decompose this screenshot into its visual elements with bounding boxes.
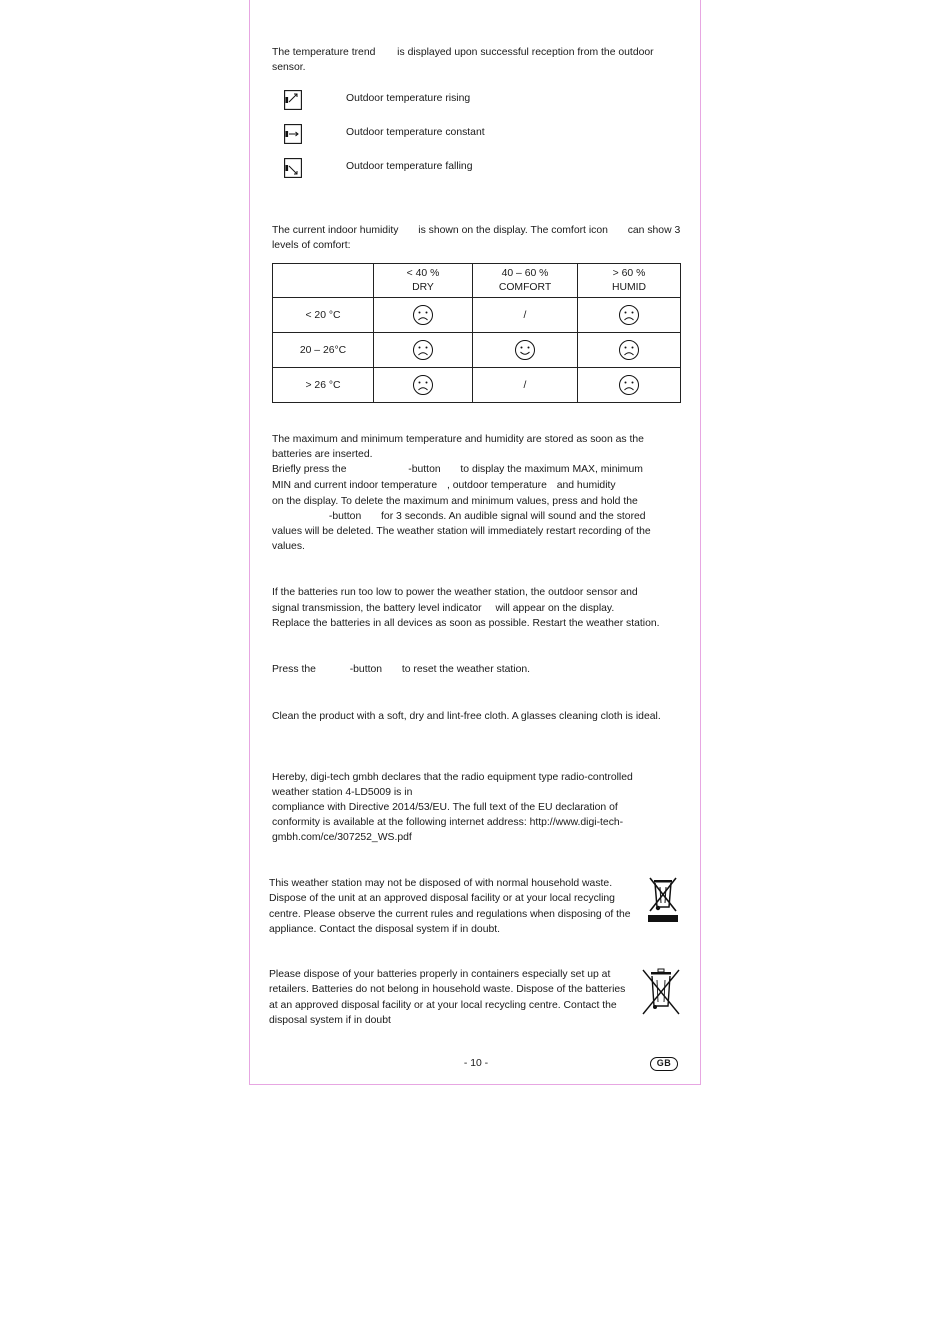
weee-crossed-bin-icon (648, 877, 678, 923)
language-badge: GB (650, 1057, 678, 1071)
column-level: COMFORT (498, 281, 552, 293)
trend-rising-icon (284, 90, 302, 110)
column-range: < 40 % (406, 267, 440, 279)
trend-intro-text-a: The temperature trend (272, 47, 376, 58)
humidity-intro-text-c: can show 3 levels of comfort: (272, 225, 681, 252)
column-header-humid (578, 264, 681, 298)
memory-line-2 (272, 462, 682, 477)
sad-face-icon (618, 304, 640, 326)
trend-item-falling (284, 158, 544, 180)
declaration-line-2: weather station 4-LD5009 is in (272, 787, 413, 798)
column-level: HUMID (611, 281, 647, 293)
memory-text: to display the maximum MAX, minimum (460, 464, 643, 475)
comfort-cell (578, 333, 681, 368)
trend-item-label: Outdoor temperature constant (346, 127, 485, 138)
column-range: 40 – 60 % (501, 267, 549, 279)
column-range: > 60 % (612, 267, 646, 279)
sad-face-icon (618, 339, 640, 361)
memory-line-3 (272, 478, 682, 493)
battery-text: signal transmission, the battery level indicator (272, 603, 482, 614)
memory-text: -button (408, 464, 441, 475)
memory-paragraph-1: The maximum and minimum temperature and humidity are stored as soon as the batteries are inserted. (272, 434, 644, 461)
comfort-table (272, 263, 681, 403)
memory-text: Briefly press the (272, 464, 347, 475)
memory-text: MIN and current indoor temperature (272, 480, 438, 491)
battery-text: will appear on the display. (495, 603, 615, 614)
memory-text: , outdoor temperature (446, 480, 547, 491)
comfort-table-corner (273, 264, 374, 298)
reset-text: to reset the weather station. (401, 664, 531, 675)
memory-line-5 (272, 509, 682, 524)
reset-text: -button (349, 664, 383, 675)
comfort-table-header (273, 264, 681, 298)
memory-text: -button (328, 511, 362, 522)
disposal-paragraph: This weather station may not be disposed of with normal household waste. Dispose of the unit at an approved disposal facility or at your local recycling centre. Please observe the current rules and regulations when disposing of the appliance. Contact the disposal system if in doubt. (269, 878, 631, 935)
row-label: < 20 °C (273, 298, 374, 333)
comfort-cell (374, 333, 473, 368)
memory-line-4: on the display. To delete the maximum and minimum values, press and hold the (272, 496, 638, 507)
sad-face-icon (412, 304, 434, 326)
trend-item-constant (284, 124, 544, 146)
table-row (273, 368, 681, 403)
column-header-dry (374, 264, 473, 298)
trend-item-label: Outdoor temperature rising (346, 93, 471, 104)
sad-face-icon (412, 374, 434, 396)
memory-text: for 3 seconds. An audible signal will sound and the stored (381, 511, 646, 522)
humidity-intro-text-a: The current indoor humidity (272, 225, 399, 236)
trend-falling-icon (284, 158, 302, 178)
happy-face-icon (514, 339, 536, 361)
memory-line-6: values will be deleted. The weather station will immediately restart recording of the values. (272, 526, 651, 553)
humidity-intro-text-b: is shown on the display. The comfort icon (418, 225, 608, 236)
comfort-cell (473, 333, 578, 368)
sad-face-icon (412, 339, 434, 361)
trend-intro-text-b: is displayed upon successful reception from the outdoor sensor. (272, 47, 654, 74)
humidity-intro (272, 223, 682, 254)
comfort-cell (374, 368, 473, 403)
row-label: > 26 °C (273, 368, 374, 403)
comfort-cell (578, 368, 681, 403)
comfort-cell (374, 298, 473, 333)
cleaning-paragraph: Clean the product with a soft, dry and lint-free cloth. A glasses cleaning cloth is ideal. (272, 711, 661, 722)
declaration-line-4: conformity is available at the following internet address: http://www.digi-tech- (272, 817, 624, 828)
table-row (273, 298, 681, 333)
battery-line-2 (272, 601, 682, 616)
trend-constant-icon (284, 124, 302, 144)
manual-page (249, 0, 701, 1085)
trend-intro (272, 45, 682, 76)
trend-item-label: Outdoor temperature falling (346, 161, 473, 172)
comfort-cell-none: / (473, 298, 578, 333)
battery-line-3: Replace the batteries in all devices as soon as possible. Restart the weather station. (272, 618, 660, 629)
reset-text: Press the (272, 664, 316, 675)
trend-item-rising (284, 90, 544, 112)
memory-text: and humidity (556, 480, 616, 491)
table-row (273, 333, 681, 368)
battery-disposal-paragraph: Please dispose of your batteries properly in containers especially set up at retailers. Batteries do not belong in household waste. Dispose of the batteries at an approved disposal facility or at your local recycling centre. Contact the disposal system if in doubt (269, 969, 626, 1026)
column-level: DRY (412, 281, 434, 293)
row-label: 20 – 26°C (273, 333, 374, 368)
column-header-comfort (473, 264, 578, 298)
comfort-cell-none: / (473, 368, 578, 403)
battery-crossed-bin-icon (642, 968, 680, 1016)
declaration-line-5: gmbh.com/ce/307252_WS.pdf (272, 832, 412, 843)
declaration-line-3: compliance with Directive 2014/53/EU. The full text of the EU declaration of (272, 802, 618, 813)
comfort-cell (578, 298, 681, 333)
page-number: - 10 - (463, 1058, 489, 1069)
battery-line-1: If the batteries run too low to power the weather station, the outdoor sensor and (272, 587, 638, 598)
declaration-line-1: Hereby, digi-tech gmbh declares that the radio equipment type radio-controlled (272, 772, 633, 783)
sad-face-icon (618, 374, 640, 396)
reset-line (272, 662, 682, 677)
